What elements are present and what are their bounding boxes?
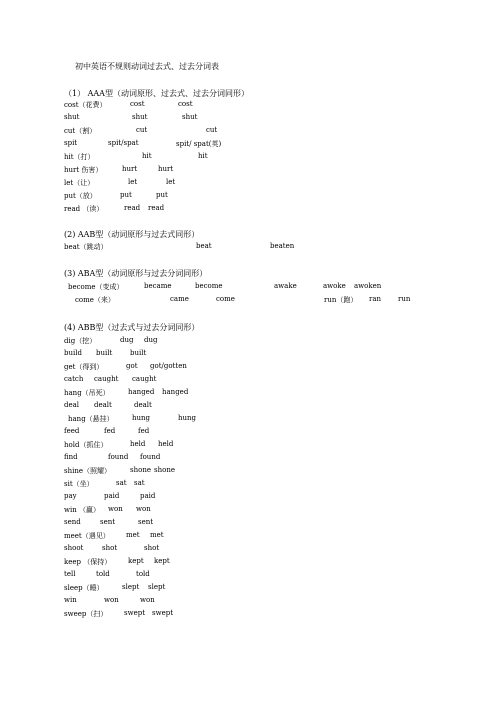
base-form: cost（花费） xyxy=(64,101,107,109)
past-tense: came xyxy=(170,295,189,303)
base-form: feed xyxy=(64,427,80,435)
base-form: sweep（扫） xyxy=(64,610,108,618)
past-tense: fed xyxy=(104,427,116,435)
past-participle: put xyxy=(156,191,168,199)
past-tense: dealt xyxy=(94,401,112,409)
past-tense: built xyxy=(96,349,113,357)
past-tense: got xyxy=(126,362,138,370)
base-form: find xyxy=(64,453,78,461)
past-tense: shut xyxy=(132,113,148,121)
base-form: meet（遇见） xyxy=(64,532,110,540)
base-form: sleep（睡） xyxy=(64,584,104,592)
past-tense: hanged xyxy=(128,388,155,396)
past-participle: cut xyxy=(206,126,218,134)
base-form: pay xyxy=(64,492,77,500)
past-tense: dug xyxy=(120,336,134,344)
past-participle: hurt xyxy=(158,165,174,173)
past-participle: dealt xyxy=(134,401,152,409)
base-form: cut（割） xyxy=(64,127,97,135)
base-form: hold（抓住） xyxy=(64,441,108,449)
base-form: win xyxy=(64,596,77,604)
past-participle: paid xyxy=(140,492,156,500)
past-participle: caught xyxy=(132,375,157,383)
base-form: shine（照耀） xyxy=(64,467,111,475)
section-heading-aaa: （1） AAA型（动词原形、过去式、过去分词同形） xyxy=(64,89,249,98)
base-form: dig（挖） xyxy=(64,337,97,345)
past-tense: met xyxy=(126,531,140,539)
base-form: send xyxy=(64,518,81,526)
past-participle: cost xyxy=(178,100,193,108)
section-heading-aba: (3) ABA型（动词原形与过去分词同形） xyxy=(64,269,208,278)
base-form: shoot xyxy=(64,544,84,552)
base-form: awake xyxy=(274,282,297,290)
past-tense: ran xyxy=(369,295,382,303)
past-participle: found xyxy=(140,453,161,461)
past-participle: told xyxy=(136,570,150,578)
past-participle: hung xyxy=(178,414,197,422)
base-form: get（得到） xyxy=(64,363,104,371)
base-form: become（变成） xyxy=(68,283,124,291)
past-participle: met xyxy=(150,531,164,539)
base-form: read （读） xyxy=(64,205,104,213)
base-form: hit（打） xyxy=(64,153,95,161)
past-tense: cost xyxy=(130,100,145,108)
past-participle: beaten xyxy=(270,242,295,250)
past-participle: read xyxy=(148,204,165,212)
past-participle: won xyxy=(136,505,151,513)
past-tense: hit xyxy=(142,152,152,160)
past-participle: run xyxy=(398,295,411,303)
base-form: win （赢） xyxy=(64,506,100,514)
past-participle: let xyxy=(166,178,176,186)
past-participle: hit xyxy=(198,152,208,160)
section-heading-abb: (4) ABB型（过去式与过去分词同形） xyxy=(64,323,200,332)
base-form: hang（吊死） xyxy=(64,389,110,397)
base-form: hang（悬挂） xyxy=(68,415,114,423)
past-participle: hanged xyxy=(162,388,189,396)
base-form: shut xyxy=(64,113,80,121)
past-tense: told xyxy=(96,570,110,578)
past-tense: slept xyxy=(122,583,140,591)
past-tense: held xyxy=(130,440,146,448)
base-form: put（放） xyxy=(64,192,97,200)
past-tense: put xyxy=(120,191,132,199)
base-form: build xyxy=(64,349,82,357)
past-tense: caught xyxy=(94,375,119,383)
past-tense: spit/spat xyxy=(108,139,139,147)
past-tense: shot xyxy=(102,544,118,552)
base-form: deal xyxy=(64,401,80,409)
section-heading-aab: (2) AAB型（动词原形与过去式同形） xyxy=(64,230,200,239)
past-tense: awoke xyxy=(323,282,346,290)
past-tense: sat xyxy=(116,479,127,487)
past-participle: fed xyxy=(138,427,150,435)
past-participle: shone xyxy=(154,466,175,474)
past-participle: swept xyxy=(152,609,174,617)
base-form: beat（跳动） xyxy=(64,243,108,251)
past-tense: read xyxy=(124,204,141,212)
past-participle: won xyxy=(140,596,155,604)
past-participle: sent xyxy=(138,518,154,526)
past-tense: cut xyxy=(136,126,148,134)
past-participle: shot xyxy=(144,544,160,552)
base-form: run（跑） xyxy=(324,296,358,304)
past-tense: let xyxy=(128,178,138,186)
past-tense: hung xyxy=(132,414,151,422)
past-tense: found xyxy=(108,453,129,461)
past-tense: swept xyxy=(124,609,146,617)
base-form: sit（坐） xyxy=(64,480,94,488)
past-tense: hurt xyxy=(122,165,138,173)
base-form: hurt 伤害） xyxy=(64,166,103,174)
past-tense: won xyxy=(104,596,119,604)
document-title: 初中英语不规则动词过去式、过去分词表 xyxy=(75,62,219,71)
base-form: keep （保持） xyxy=(64,558,112,566)
base-form: let（让） xyxy=(64,179,95,187)
past-tense: became xyxy=(144,282,172,290)
past-participle: come xyxy=(216,295,235,303)
past-participle: sat xyxy=(134,479,145,487)
past-participle: held xyxy=(158,440,174,448)
base-form: come（来） xyxy=(75,296,115,304)
past-tense: kept xyxy=(128,557,144,565)
past-participle: built xyxy=(130,349,147,357)
past-tense: shone xyxy=(130,466,151,474)
base-form: tell xyxy=(64,570,76,578)
past-tense: sent xyxy=(100,518,116,526)
base-form: catch xyxy=(64,375,84,383)
past-tense: paid xyxy=(104,492,120,500)
past-participle: got/gotten xyxy=(150,362,187,370)
past-participle: spit/ spat(英) xyxy=(176,140,222,148)
past-participle: awoken xyxy=(354,282,382,290)
past-tense: won xyxy=(108,505,123,513)
past-participle: become xyxy=(195,282,223,290)
past-participle: slept xyxy=(148,583,166,591)
past-tense: beat xyxy=(196,242,212,250)
past-participle: dug xyxy=(144,336,158,344)
base-form: spit xyxy=(64,139,78,147)
past-participle: shut xyxy=(182,113,198,121)
past-participle: kept xyxy=(154,557,170,565)
